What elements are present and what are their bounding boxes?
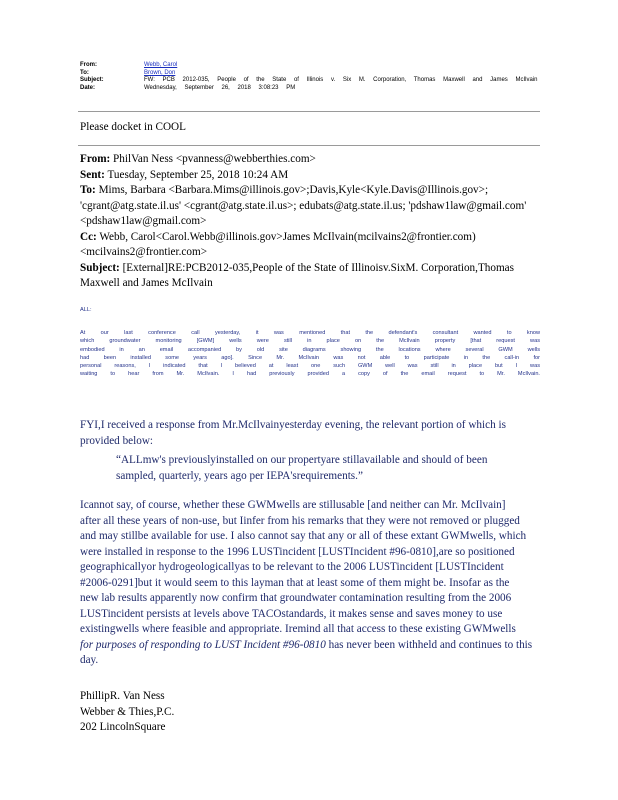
para-line: #2006-0291]but it would seem to this layman that at least some of them might be. Insofar as the — [80, 576, 510, 589]
header-subject-label: Subject: — [80, 77, 104, 84]
header-date-row — [80, 85, 537, 93]
header-from-row — [80, 62, 537, 70]
para-last-line: day. — [80, 654, 99, 666]
para-line: LUSTincident persists at levels above TACOstandards, it makes sense and saves money to use — [80, 607, 503, 620]
para-italic: for purposes of responding to LUST Incident #96-0810 — [80, 638, 326, 651]
small-line: personal reasons, I indicated that I believed at least one such GWM well was still in place but I was — [80, 363, 540, 370]
fwd-to-line2: 'cgrant@atg.state.il.us' <cgrant@atg.state.il.us>; edubats@atg.state.il.us; 'pdshaw1law@gmail.com' — [80, 199, 527, 212]
fwd-cc-line2: <mcilvains2@frontier.com> — [80, 246, 208, 258]
main-paragraph — [80, 498, 540, 669]
small-line: embodied in an email accompanied by old site diagrams showing the locations where several GWM wells — [80, 346, 540, 353]
fwd-cc-row — [80, 230, 540, 246]
forwarded-header — [80, 152, 540, 292]
fwd-subject-row — [80, 261, 540, 277]
small-line: waiting to hear from Mr. McIlvain. I had previously provided a copy of the email request to Mr. McIlvain. — [80, 371, 540, 378]
header-date-value: Wednesday, September 26, 2018 3:08:23 PM — [144, 84, 296, 91]
para-line-mixed — [80, 638, 540, 654]
fwd-sent-row — [80, 168, 540, 184]
para-line: and may stillbe available for use. I also cannot say that any or all of these extant GWMwells, which — [80, 530, 527, 542]
para-line: Icannot say, of course, whether these GWMwells are stillusable [and neither can Mr. McIlvain] — [80, 499, 506, 511]
fwd-to-row — [80, 183, 540, 199]
header-to-label: To: — [80, 69, 89, 76]
signature-firm: Webber & Thies,P.C. — [80, 705, 175, 718]
header-subject-row — [80, 77, 537, 85]
para-line: new lab results apparently now confirm that groundwater contamination resulting from the 2006 — [80, 592, 512, 604]
fwd-subject-label: Subject: — [80, 261, 120, 274]
header-date-label: Date: — [80, 84, 96, 91]
small-line: had been installed some years ago]. Since Mr. McIlvain was not able to participate in the call-in for — [80, 354, 540, 361]
fwd-to-line1: Mims, Barbara <Barbara.Mims@illinois.gov>;Davis,Kyle<Kyle.Davis@Illinois.gov>; — [98, 184, 489, 196]
small-paragraph — [80, 329, 540, 379]
fwd-subject-line2: Maxwell and James McIlvain — [80, 277, 213, 289]
para-line: were installed in response to the 1996 LUSTincident [LUSTIncident #96-0810],are so positioned — [80, 545, 515, 558]
header-to-link[interactable]: Brown, Don — [144, 69, 176, 76]
small-line: which groundwater monitoring [GWM] wells were still in place on the McIlvain property [that request was — [80, 338, 540, 345]
docket-note: Please docket in COOL — [80, 121, 186, 133]
para-tail: has never been withheld and continues to this — [325, 638, 533, 651]
fwd-cc-label: Cc: — [80, 230, 97, 243]
fwd-cc-line1: Webb, Carol<Carol.Webb@illinois.gov>James McIlvain(mcilvains2@frontier.com) — [99, 230, 476, 243]
para-line: existingwells where feasible and appropriate. Iremind all that access to these existing GWMwells — [80, 623, 516, 635]
header-subject-value: FW: PCB 2012-035, People of the State of Illinois v. Six M. Corporation, Thomas Maxwell and James McIlvain — [144, 77, 538, 84]
fwd-from-row — [80, 152, 540, 168]
header-from-link[interactable]: Webb, Carol — [144, 62, 178, 68]
forward-divider — [78, 145, 540, 146]
mail-header — [80, 62, 537, 92]
small-line: At our last conference call yesterday, it was mentioned that the defendant's consultant wanted to know — [80, 330, 540, 336]
header-from-label: From: — [80, 62, 97, 68]
fwd-from-label: From: — [80, 153, 111, 165]
fwd-from-value: PhilVan Ness <pvanness@webberthies.com> — [113, 153, 316, 165]
signature-address: 202 LincolnSquare — [80, 721, 166, 733]
fwd-to-line3: <pdshaw1law@gmail.com> — [80, 215, 207, 227]
fyi-line1: FYI,I received a response from Mr.McIlvainyesterday evening, the relevant portion of which is — [80, 419, 506, 431]
greeting: ALL: — [80, 307, 92, 313]
quoted-response — [116, 453, 496, 484]
fwd-sent-label: Sent: — [80, 168, 105, 181]
fwd-sent-value: Tuesday, September 25, 2018 10:24 AM — [107, 168, 289, 181]
signature-name: PhillipR. Van Ness — [80, 690, 165, 702]
para-line: after all these years of non-use, but Iinfer from his remarks that they were not removed or plugged — [80, 514, 520, 527]
header-to-row — [80, 70, 537, 78]
quote-line2: sampled, quarterly, years ago per IEPA'srequirements.” — [116, 469, 363, 482]
signature — [80, 689, 540, 736]
header-divider — [78, 111, 540, 112]
quote-line1: “ALLmw's previouslyinstalled on our propertyare stillavailable and should of been — [116, 454, 488, 466]
fwd-subject-line1: [External]RE:PCB2012-035,People of the State of Illinoisv.SixM. Corporation,Thomas — [122, 261, 514, 274]
fyi-paragraph — [80, 418, 540, 449]
fwd-to-label: To: — [80, 184, 96, 196]
fyi-line2: provided below: — [80, 434, 154, 447]
para-line: geographicallyor hydrogeologicallyas to be relevant to the 2006 LUSTincident [LUSTIncident — [80, 561, 504, 573]
